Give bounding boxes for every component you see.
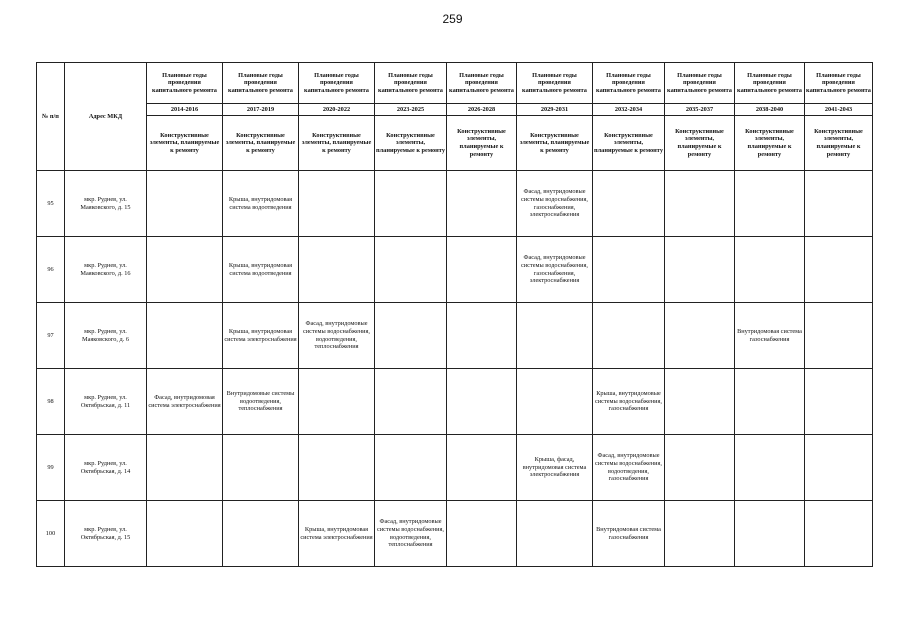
row-address: мкр. Руднев, ул. Маяковского, д. 15: [65, 171, 147, 237]
work-cell: [735, 237, 805, 303]
work-cell: [447, 501, 517, 567]
elements-subheader: Конструктивные элементы, планируемые к ремонту: [735, 116, 805, 171]
work-cell: [805, 501, 873, 567]
work-cell: [665, 435, 735, 501]
period-title: Плановые годы проведения капитального ремонта: [375, 63, 447, 104]
work-cell: [805, 171, 873, 237]
elements-subheader: Конструктивные элементы, планируемые к ремонту: [447, 116, 517, 171]
work-cell: Крыша, внутридомовая система водоотведения: [223, 237, 299, 303]
work-cell: [375, 435, 447, 501]
work-cell: [805, 303, 873, 369]
col-header-number: № п/п: [37, 63, 65, 171]
work-cell: [147, 171, 223, 237]
work-cell: [735, 435, 805, 501]
work-cell: [665, 171, 735, 237]
work-cell: Фасад, внутридомовые системы водоснабжения, газоснабжения, электроснабжения: [517, 237, 593, 303]
work-cell: [147, 237, 223, 303]
period-years: 2014-2016: [147, 104, 223, 116]
work-cell: [665, 369, 735, 435]
period-title: Плановые годы проведения капитального ремонта: [665, 63, 735, 104]
work-cell: Крыша, внутридомовая система электроснабжения: [299, 501, 375, 567]
work-cell: [447, 171, 517, 237]
work-cell: [223, 501, 299, 567]
work-cell: [805, 369, 873, 435]
work-cell: [299, 171, 375, 237]
period-title: Плановые годы проведения капитального ремонта: [223, 63, 299, 104]
period-years: 2029-2031: [517, 104, 593, 116]
row-number: 96: [37, 237, 65, 303]
table-row: [37, 171, 873, 237]
elements-subheader: Конструктивные элементы, планируемые к ремонту: [223, 116, 299, 171]
header-row-elements: [37, 116, 873, 171]
row-address: мкр. Руднев, ул. Октябрьская, д. 15: [65, 501, 147, 567]
work-cell: Внутридомовая система газоснабжения: [735, 303, 805, 369]
work-cell: Крыша, фасад, внутридомовая система электроснабжения: [517, 435, 593, 501]
work-cell: [299, 237, 375, 303]
elements-subheader: Конструктивные элементы, планируемые к ремонту: [147, 116, 223, 171]
work-cell: [299, 369, 375, 435]
period-title: Плановые годы проведения капитального ремонта: [147, 63, 223, 104]
period-title: Плановые годы проведения капитального ремонта: [735, 63, 805, 104]
work-cell: [299, 435, 375, 501]
table-row: [37, 303, 873, 369]
row-number: 100: [37, 501, 65, 567]
work-cell: [375, 303, 447, 369]
period-years: 2032-2034: [593, 104, 665, 116]
table-row: [37, 435, 873, 501]
elements-subheader: Конструктивные элементы, планируемые к ремонту: [517, 116, 593, 171]
work-cell: Внутридомовая система газоснабжения: [593, 501, 665, 567]
work-cell: [593, 171, 665, 237]
work-cell: Крыша, внутридомовые системы водоснабжения, газоснабжения: [593, 369, 665, 435]
header-row-periods: [37, 63, 873, 104]
work-cell: [447, 435, 517, 501]
period-years: 2041-2043: [805, 104, 873, 116]
elements-subheader: Конструктивные элементы, планируемые к ремонту: [665, 116, 735, 171]
work-cell: Крыша, внутридомовая система электроснабжения: [223, 303, 299, 369]
elements-subheader: Конструктивные элементы, планируемые к ремонту: [375, 116, 447, 171]
table-row: [37, 237, 873, 303]
period-years: 2026-2028: [447, 104, 517, 116]
table-row: [37, 369, 873, 435]
period-years: 2038-2040: [735, 104, 805, 116]
period-years: 2020-2022: [299, 104, 375, 116]
work-cell: Фасад, внутридомовые системы водоснабжения, водоотведения, газоснабжения: [593, 435, 665, 501]
work-cell: [735, 171, 805, 237]
row-address: мкр. Руднев, ул. Маяковского, д. 6: [65, 303, 147, 369]
work-cell: Фасад, внутридомовые системы водоснабжения, газоснабжения, электроснабжения: [517, 171, 593, 237]
work-cell: [375, 237, 447, 303]
work-cell: [447, 369, 517, 435]
work-cell: [223, 435, 299, 501]
work-cell: [593, 303, 665, 369]
header-row-years: [37, 104, 873, 116]
work-cell: [665, 303, 735, 369]
work-cell: [665, 237, 735, 303]
work-cell: Крыша, внутридомовая система водоотведения: [223, 171, 299, 237]
period-years: 2023-2025: [375, 104, 447, 116]
work-cell: Внутридомовые системы водоотведения, теплоснабжения: [223, 369, 299, 435]
row-number: 95: [37, 171, 65, 237]
work-cell: [447, 237, 517, 303]
work-cell: [517, 369, 593, 435]
elements-subheader: Конструктивные элементы, планируемые к ремонту: [593, 116, 665, 171]
period-title: Плановые годы проведения капитального ремонта: [805, 63, 873, 104]
work-cell: Фасад, внутридомовая система электроснабжения: [147, 369, 223, 435]
period-years: 2017-2019: [223, 104, 299, 116]
work-cell: [375, 171, 447, 237]
col-header-address: Адрес МКД: [65, 63, 147, 171]
elements-subheader: Конструктивные элементы, планируемые к ремонту: [299, 116, 375, 171]
work-cell: Фасад, внутридомовые системы водоснабжения, водоотведения, теплоснабжения: [299, 303, 375, 369]
period-title: Плановые годы проведения капитального ремонта: [593, 63, 665, 104]
work-cell: [665, 501, 735, 567]
work-cell: [805, 435, 873, 501]
row-address: мкр. Руднев, ул. Октябрьская, д. 11: [65, 369, 147, 435]
work-cell: [735, 369, 805, 435]
work-cell: [517, 303, 593, 369]
row-number: 99: [37, 435, 65, 501]
table-row: [37, 501, 873, 567]
work-cell: [147, 501, 223, 567]
work-cell: Фасад, внутридомовые системы водоснабжения, водоотведения, теплоснабжения: [375, 501, 447, 567]
elements-subheader: Конструктивные элементы, планируемые к ремонту: [805, 116, 873, 171]
work-cell: [517, 501, 593, 567]
period-years: 2035-2037: [665, 104, 735, 116]
page-number: 259: [442, 12, 463, 26]
row-address: мкр. Руднев, ул. Октябрьская, д. 14: [65, 435, 147, 501]
work-cell: [147, 303, 223, 369]
period-title: Плановые годы проведения капитального ремонта: [517, 63, 593, 104]
work-cell: [805, 237, 873, 303]
row-number: 97: [37, 303, 65, 369]
work-cell: [735, 501, 805, 567]
work-cell: [593, 237, 665, 303]
period-title: Плановые годы проведения капитального ремонта: [447, 63, 517, 104]
work-cell: [147, 435, 223, 501]
row-address: мкр. Руднев, ул. Маяковского, д. 16: [65, 237, 147, 303]
capital-repair-plan-table: [36, 62, 873, 567]
row-number: 98: [37, 369, 65, 435]
work-cell: [447, 303, 517, 369]
work-cell: [375, 369, 447, 435]
period-title: Плановые годы проведения капитального ремонта: [299, 63, 375, 104]
